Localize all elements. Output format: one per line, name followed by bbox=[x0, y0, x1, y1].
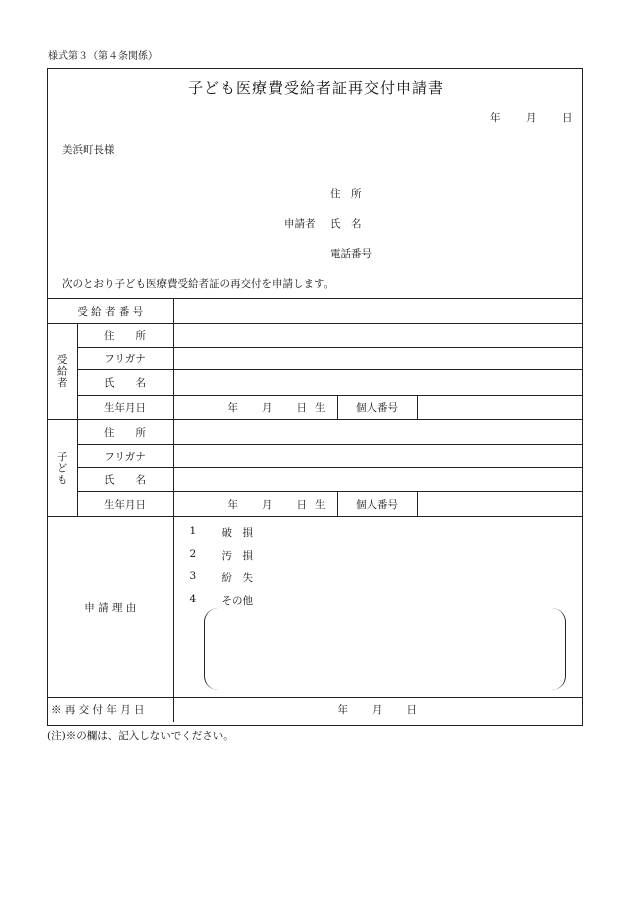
reason-options bbox=[173, 517, 582, 698]
child-name-field[interactable] bbox=[173, 468, 582, 492]
child-address-label: 住 所 bbox=[77, 420, 173, 445]
recipient-number-label: 受 給 者 番 号 bbox=[48, 299, 173, 324]
date-month: 月 bbox=[526, 112, 537, 124]
recipient-birthdate-label: 生年月日 bbox=[77, 396, 173, 420]
child-furigana-label: フリガナ bbox=[77, 445, 173, 468]
child-personal-number-label: 個人番号 bbox=[337, 492, 417, 517]
addressee: 美浜町長様 bbox=[62, 144, 115, 156]
recipient-furigana-label: フリガナ bbox=[77, 348, 173, 370]
applicant-name-label: 氏 名 bbox=[330, 218, 362, 230]
applicant-label: 申請者 bbox=[284, 218, 316, 230]
recipient-address-field[interactable] bbox=[173, 324, 582, 348]
child-group-label: 子ども bbox=[48, 420, 77, 517]
application-form bbox=[47, 68, 583, 726]
reissue-date-field: 年 月 日 bbox=[173, 698, 582, 722]
recipient-name-label: 氏 名 bbox=[77, 370, 173, 396]
reissue-date-label: ※ 再 交 付 年 月 日 bbox=[48, 698, 173, 722]
recipient-group-label: 受給者 bbox=[48, 324, 77, 420]
recipient-address-label: 住 所 bbox=[77, 324, 173, 348]
child-name-label: 氏 名 bbox=[77, 468, 173, 492]
reason-option[interactable]: 4 その他 bbox=[189, 592, 254, 607]
date-day: 日 bbox=[562, 112, 573, 124]
form-reference: 様式第３（第４条関係） bbox=[48, 51, 158, 62]
recipient-number-field[interactable] bbox=[173, 299, 582, 324]
form-title: 子ども医療費受給者証再交付申請書 bbox=[187, 79, 444, 97]
form-table bbox=[48, 298, 582, 722]
recipient-name-field[interactable] bbox=[173, 370, 582, 396]
reason-option[interactable]: 1 破 損 bbox=[189, 525, 254, 539]
recipient-personal-number-label: 個人番号 bbox=[337, 396, 417, 420]
child-address-field[interactable] bbox=[173, 420, 582, 445]
reason-option[interactable]: 3 紛 失 bbox=[189, 570, 254, 584]
recipient-personal-number-field[interactable] bbox=[417, 396, 582, 420]
child-birthdate-field[interactable]: 年 月 日 生 bbox=[173, 492, 337, 517]
child-furigana-field[interactable] bbox=[173, 445, 582, 468]
reason-label: 申 請 理 由 bbox=[48, 517, 173, 698]
statement: 次のとおり子ども医療費受給者証の再交付を申請します。 bbox=[62, 278, 335, 290]
recipient-number-row bbox=[48, 299, 582, 324]
reason-option[interactable]: 2 汚 損 bbox=[189, 547, 254, 562]
date-year: 年 bbox=[490, 112, 501, 124]
recipient-furigana-field[interactable] bbox=[173, 348, 582, 370]
child-birthdate-label: 生年月日 bbox=[77, 492, 173, 517]
applicant-address-label: 住 所 bbox=[330, 188, 362, 200]
child-personal-number-field[interactable] bbox=[417, 492, 582, 517]
footnote: (注)※の欄は、記入しないでください。 bbox=[47, 730, 234, 742]
applicant-phone-label: 電話番号 bbox=[330, 248, 372, 260]
recipient-birthdate-field[interactable]: 年 月 日 生 bbox=[173, 396, 337, 420]
other-reason-bracket-field[interactable] bbox=[204, 608, 566, 690]
